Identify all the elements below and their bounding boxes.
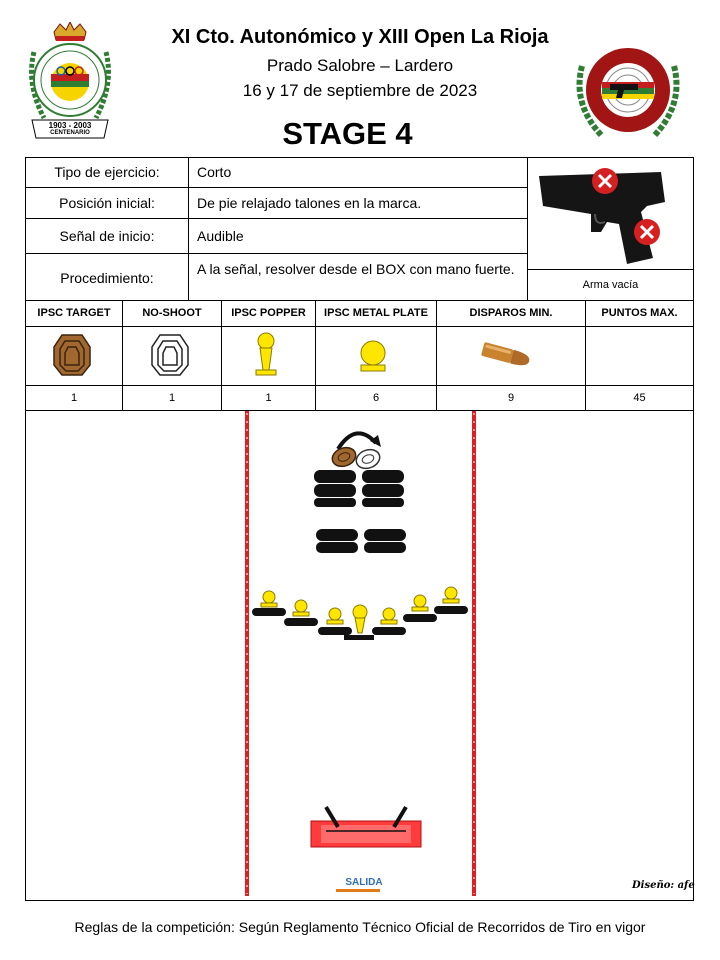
grid-right [693, 157, 694, 901]
metal-plate-icon [357, 340, 389, 374]
metal-plate-5 [403, 595, 437, 622]
grid-col-label [188, 157, 189, 300]
empty-magazine-icon [634, 219, 660, 245]
value-no-shoot: 1 [168, 392, 176, 404]
stage-diagram [26, 411, 693, 900]
info-value-tipo: Corto [197, 164, 232, 180]
th-metal-plate: IPSC METAL PLATE [324, 307, 428, 319]
footer-rules: Reglas de la competición: Según Reglamento Técnico Oficial de Recorridos de Tiro en vigor [74, 919, 646, 935]
info-value-procedimiento: A la señal, resolver desde el BOX con mano fuerte. [197, 261, 515, 277]
info-label-tipo: Tipo de ejercicio: [54, 164, 160, 180]
no-shoot-icon [150, 333, 190, 377]
info-value-posicion: De pie relajado talones en la marca. [197, 195, 422, 211]
info-label-procedimiento: Procedimiento: [60, 270, 154, 286]
metal-plate-4 [372, 608, 406, 635]
left-logo-caption: CENTENARIO [50, 130, 90, 136]
right-fault-line [472, 411, 476, 896]
value-metal-plate: 6 [372, 392, 380, 404]
info-label-senal: Señal de inicio: [59, 228, 155, 244]
bullet-icon [478, 340, 534, 370]
metal-plate-3 [318, 608, 352, 635]
pistol-icon [535, 162, 685, 268]
value-ipsc-popper: 1 [265, 392, 272, 404]
swinger-no-shoot [354, 446, 383, 471]
table-header-bottom [25, 326, 694, 327]
swinger-target [330, 444, 359, 469]
empty-chamber-icon [592, 168, 618, 194]
grid-weapon-divider [527, 269, 694, 270]
event-dates: 16 y 17 de septiembre de 2023 [242, 81, 478, 100]
grid-row1 [25, 187, 527, 188]
th-disparos-min: DISPAROS MIN. [469, 307, 553, 319]
event-venue: Prado Salobre – Lardero [266, 56, 454, 75]
metal-plate-6 [434, 587, 468, 614]
weapon-caption: Arma vacía [582, 279, 639, 291]
start-box [311, 807, 421, 847]
grid-row4 [25, 300, 694, 301]
left-fault-line [245, 411, 249, 896]
designer-signature: Diseño: afe [632, 880, 695, 891]
table-icons-bottom [25, 385, 694, 386]
metal-plate-2 [284, 600, 318, 626]
value-disparos-min: 9 [507, 392, 515, 404]
diagram-bottom [25, 900, 694, 901]
value-ipsc-target: 1 [70, 392, 78, 404]
barricade-tires-middle [316, 529, 406, 553]
metal-plate-1 [252, 591, 286, 616]
th-puntos-max: PUNTOS MAX. [601, 307, 678, 319]
ipsc-popper-icon [252, 332, 280, 378]
start-label: SALIDA [345, 877, 383, 888]
left-logo-years: 1903 - 2003 [48, 121, 92, 130]
th-no-shoot: NO-SHOOT [142, 307, 202, 319]
info-value-senal: Audible [197, 228, 244, 244]
grid-top [25, 157, 694, 158]
stage-title: STAGE 4 [282, 116, 413, 151]
club-de-tiro-rioja-alta-logo [572, 44, 684, 142]
ipsc-target-icon [52, 333, 92, 377]
barricade-tires-top [314, 470, 404, 507]
event-title: XI Cto. Autonómico y XIII Open La Rioja [171, 26, 549, 48]
th-ipsc-popper: IPSC POPPER [231, 307, 306, 319]
th-ipsc-target: IPSC TARGET [37, 307, 111, 319]
info-label-posicion: Posición inicial: [59, 195, 155, 211]
grid-row3 [25, 253, 527, 254]
value-puntos-max: 45 [633, 392, 646, 404]
grid-row2 [25, 218, 527, 219]
